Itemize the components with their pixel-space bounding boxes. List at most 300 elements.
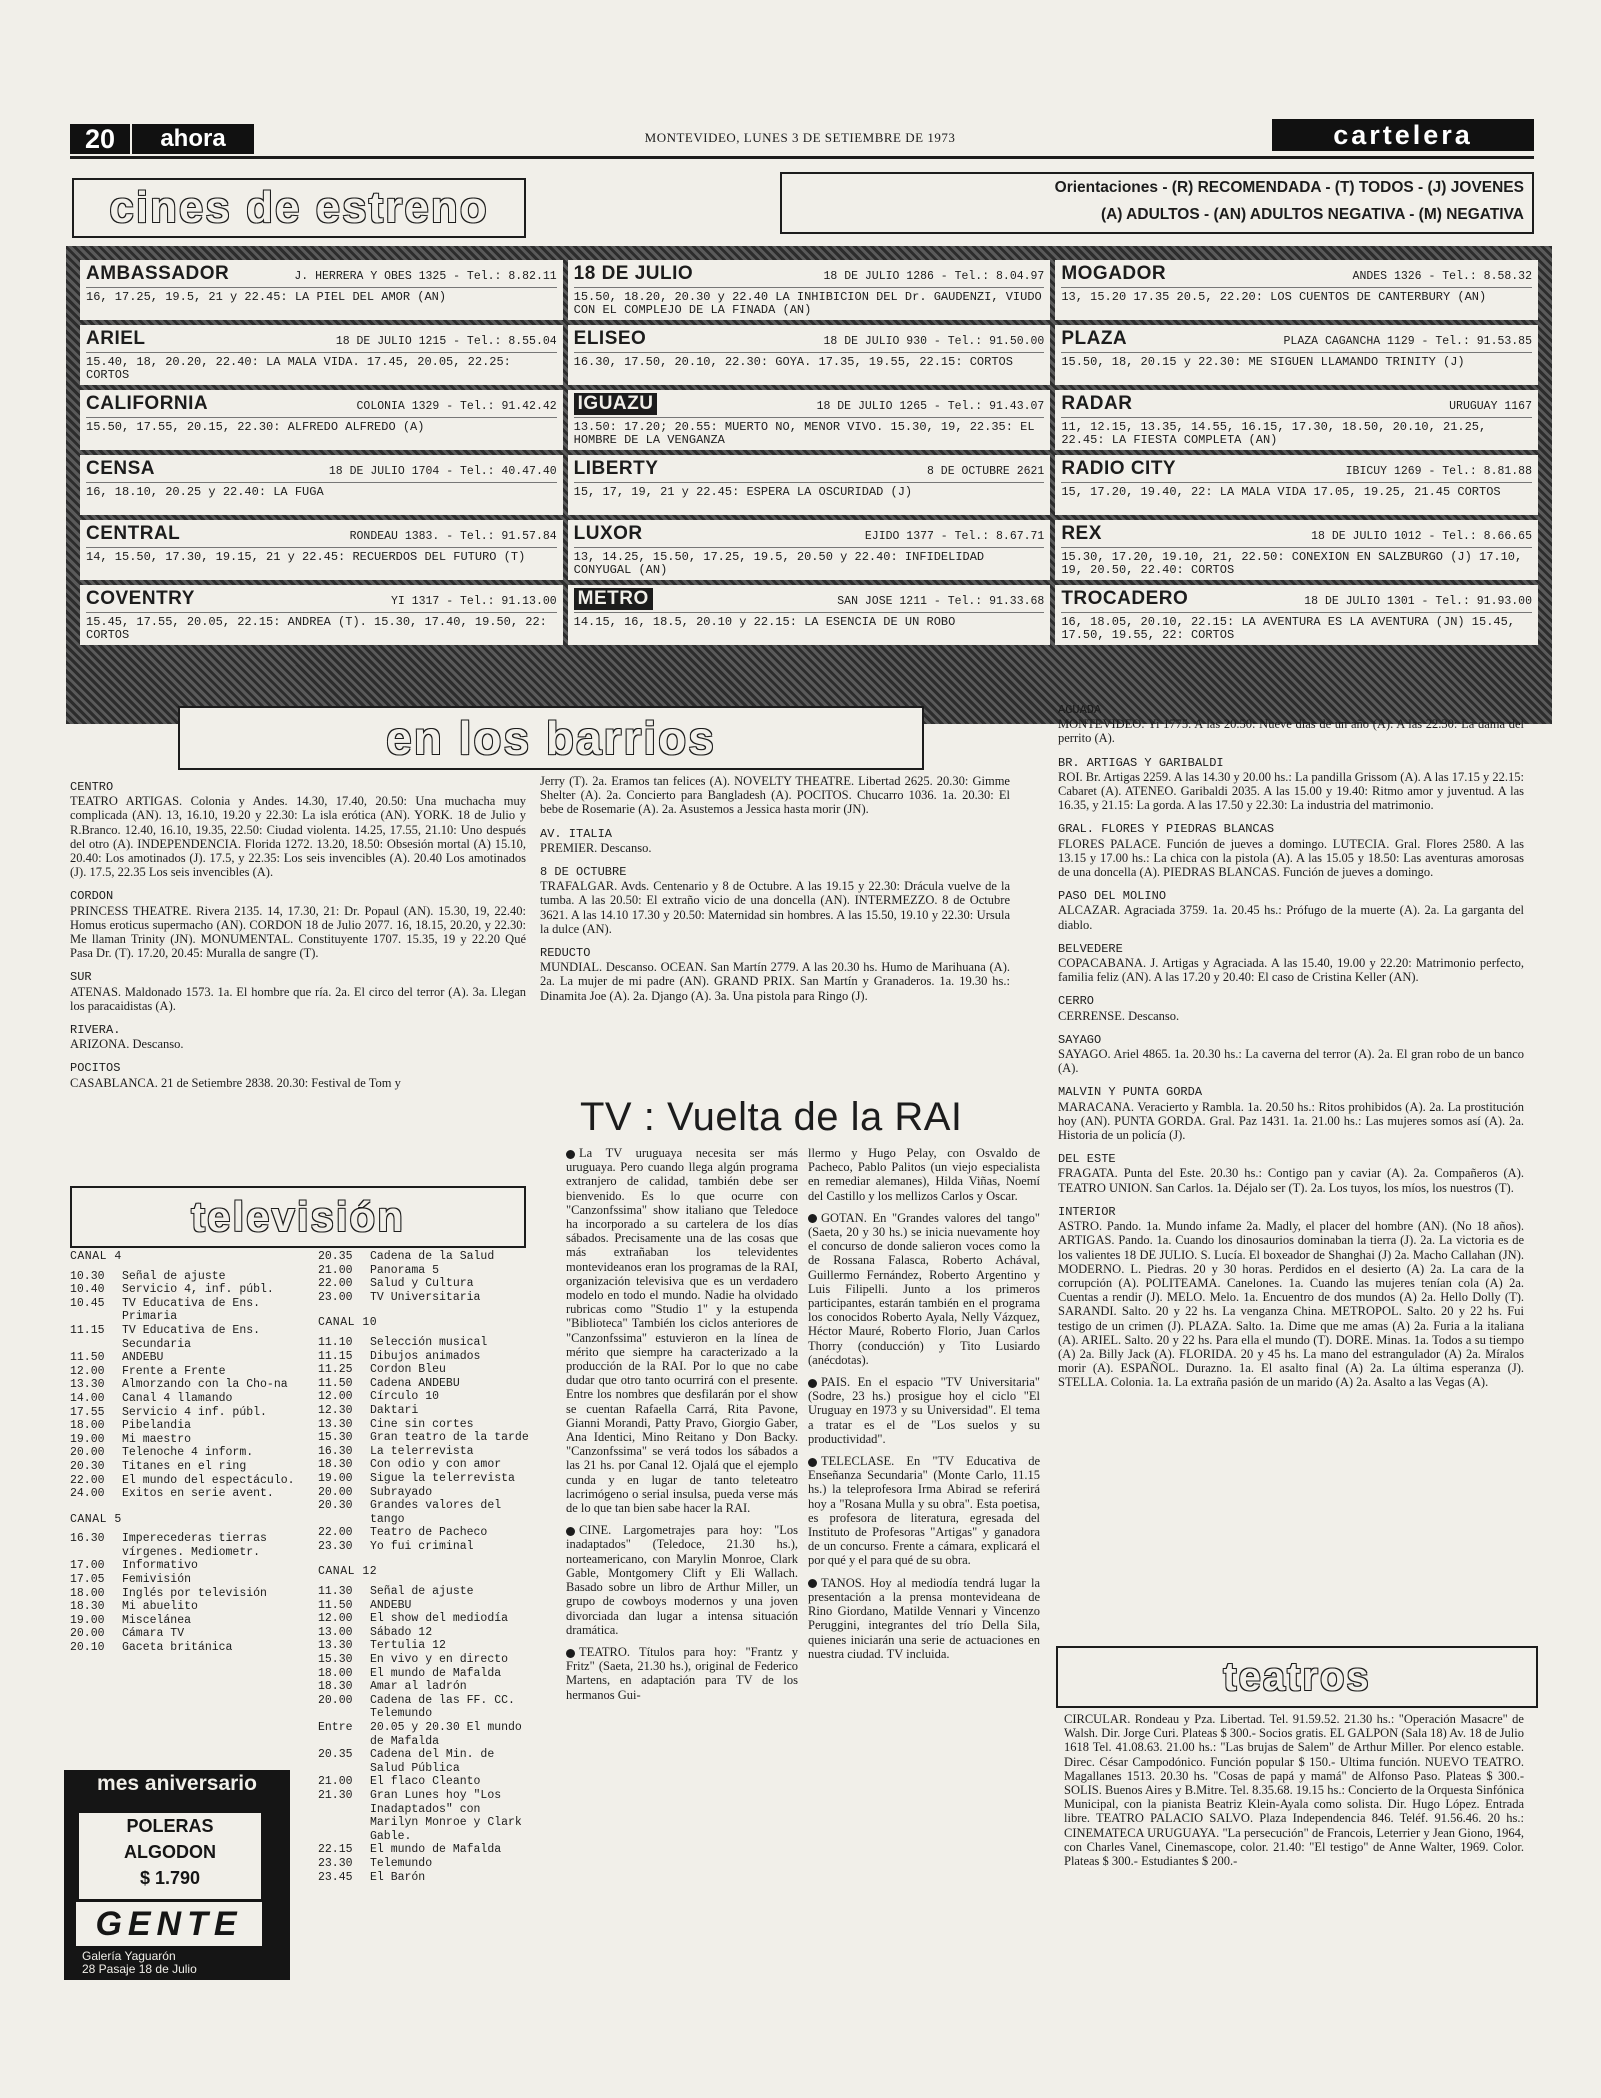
cinema-grid: [66, 246, 1552, 724]
article-text: TANOS. Hoy al mediodía tendrá lugar la presentación a la prensa montevideana de Rino Giordano, Matilde Vennari y Vincenzo Peruggini, integrantes del trío Della Sila, quienes iniciarán una serie de actuaciones en nuestra ciudad. TV incluida.: [808, 1575, 1040, 1661]
program-row: [70, 1270, 310, 1284]
program-title: Con odio y con amor: [370, 1458, 502, 1472]
cinema-schedule: 13, 14.25, 15.50, 17.25, 19.5, 20.50 y 22.40: INFIDELIDAD CONYUGAL (AN): [573, 550, 985, 577]
neighborhood-heading: PASO DEL MOLINO: [1058, 889, 1167, 904]
cinema-listing: [1055, 520, 1538, 580]
program-title: Cadena ANDEBU: [370, 1376, 460, 1390]
cinema-name: LUXOR: [573, 523, 643, 544]
cinema-address: 18 DE JULIO 1301 - Tel.: 91.93.00: [1304, 595, 1532, 608]
cinema-address: 18 DE JULIO 930 - Tel.: 91.50.00: [823, 335, 1045, 348]
bullet-icon: [808, 1458, 817, 1467]
cinema-schedule: 15.50, 18, 20.15 y 22.30: ME SIGUEN LLAMANDO TRINITY (J): [1061, 355, 1465, 369]
cinema-listing: [80, 325, 563, 385]
ad-offer-box: [76, 1810, 264, 1902]
cinema-name: ARIEL: [86, 328, 146, 349]
cinema-schedule: 15.50, 17.55, 20.15, 22.30: ALFREDO ALFREDO (A): [86, 420, 425, 434]
program-row: [318, 1748, 530, 1775]
program-title: Pibelandia: [122, 1419, 192, 1433]
legend-line: (A) ADULTOS - (AN) ADULTOS NEGATIVA - (M) NEGATIVA: [1100, 206, 1524, 223]
cinema-listing: [1055, 455, 1538, 515]
program-time: 20.00: [70, 1446, 105, 1460]
program-time: 20.10: [70, 1641, 105, 1655]
program-title: Almorzando con la Cho-na: [122, 1378, 288, 1392]
section-label: cartelera: [1272, 119, 1534, 151]
program-title: Gran Lunes hoy "Los Inadaptados" con Marilyn Monroe y Clark Gable.: [370, 1788, 522, 1843]
program-time: 20.30: [318, 1499, 353, 1513]
cinema-header: [574, 458, 1045, 483]
program-row: [70, 1392, 310, 1406]
program-time: 10.40: [70, 1283, 105, 1297]
program-row: [318, 1680, 530, 1694]
program-time: 10.45: [70, 1296, 105, 1310]
neighborhood-heading: BR. ARTIGAS Y GARIBALDI: [1058, 755, 1224, 770]
program-time: 20.35: [318, 1250, 353, 1263]
program-time: 16.30: [70, 1532, 105, 1546]
program-time: 22.15: [318, 1843, 353, 1857]
cinema-listing: [80, 585, 563, 645]
program-row: [70, 1283, 310, 1297]
article-text: GOTAN. En "Grandes valores del tango" (Saeta, 20 y 30 hs.) se inicia nuevamente hoy el concurso de donde salieron voces como la de Rossana Falasca, Roberto Achával, Guillermo Fernández, Roberto Argentino y Luis Filipelli. Junto a los primeros participantes, estarán también en el programa los conocidos Roberto Ayala, Nelly Vázquez, Héctor Mauré, Roberto Florio, Juan Carlos Thorry (conducción) y Tito Lusiardo (anécdotas).: [808, 1210, 1040, 1367]
program-row: [70, 1627, 310, 1641]
program-title: Cadena de la Salud: [370, 1250, 495, 1263]
program-row: [318, 1721, 530, 1748]
program-row: [70, 1406, 310, 1420]
cinema-name: IGUAZU: [574, 393, 658, 415]
program-title: Imperecederas tierras vírgenes. Mediometr.: [122, 1532, 267, 1559]
cinema-name: TROCADERO: [1061, 588, 1189, 609]
cinema-listing: [1055, 325, 1538, 385]
cinema-address: 18 DE JULIO 1286 - Tel.: 8.04.97: [823, 270, 1045, 283]
program-time: 11.50: [70, 1351, 105, 1365]
program-row: [70, 1446, 310, 1460]
bullet-icon: [566, 1150, 575, 1159]
neighborhood-listing: FRAGATA. Punta del Este. 20.30 hs.: Contigo pan y caviar (A). 2a. Compañeros (A). TEATRO UNION. San Carlos. 1a. Déjalo ser (T). 2a. Los tuyos, los míos, los nuestros (T).: [1058, 1166, 1524, 1195]
program-row: [318, 1418, 530, 1432]
cinema-name: AMBASSADOR: [86, 263, 230, 284]
program-row: [70, 1641, 310, 1655]
neighborhood-heading: INTERIOR: [1058, 1204, 1116, 1219]
cinema-name: LIBERTY: [573, 458, 659, 479]
program-title: Tertulia 12: [370, 1639, 446, 1653]
program-title: TV Educativa de Ens. Secundaria: [122, 1323, 261, 1351]
program-title: El flaco Cleanto: [370, 1775, 481, 1789]
neighborhood-listing: PRINCESS THEATRE. Rivera 2135. 14, 17.30, 21: Dr. Popaul (AN). 15.30, 19, 22.40: Homus eroticus supermacho (AN). CORDON 18 de Julio 2077. 16, 18.15, 20.20, y 22.30: Me llaman Trinity (JN). MONUMENTAL. Constituyente 1707. 15.35, 19 y 22.20 Qué Pasa Dr. (T). 17.20, 20.45: Muralla de sangre (T).: [70, 903, 526, 961]
program-time: 12.30: [318, 1403, 353, 1417]
teatros-text: CIRCULAR. Rondeau y Pza. Libertad. Tel. 91.59.52. 21.30 hs.: "Operación Masacre" de Walsh. Dir. Jorge Curi. Plateas $ 300.- Socios gratis. EL GALPON (Sala 18) Av. 18 de Julio 1618 Tel. 41.08.63. 21.00 hs.: "Las brujas de Salem" de Arthur Miller. Por elenco estable. Direc. César Campodónico. Función popular $ 150.- Ultima función. NUEVO TEATRO. Magallanes 1513. 20.30 hs. "Cosas de papá y mamá" de Alfonso Paso. Plateas $ 300.- SOLIS. Buenos Aires y B.Mitre. Tel. 8.35.68. 19.15 hs.: Concierto de la Orquesta Sinfónica Municipal, con la pianista Beatriz Klein-Ayala como solista. Dir. Hugo López. Entrada libre. TEATRO PALACIO SALVO. Plaza Independencia 846. Teléf. 91.56.46. 20 hs.: CINEMATECA URUGUAYA. "La persecución" de Francois, Leterrier y Jean Giono, 1964, con Charles Vanel, Cinemascope, color. 21.40: "El testigo" de Anne Walter, 1969. Color. Plateas $ 300.- Estudiantes $ 200.-: [1064, 1712, 1524, 1869]
bullet-icon: [566, 1649, 575, 1658]
program-time: 12.00: [318, 1612, 353, 1626]
neighborhood-heading: SAYAGO: [1058, 1032, 1102, 1047]
cinema-header: [1061, 458, 1532, 483]
neighborhood-listing: ALCAZAR. Agraciada 3759. 1a. 20.45 hs.: Prófugo de la muerte (A). 2a. La garganta del diablo.: [1058, 903, 1524, 932]
program-row: [318, 1431, 530, 1445]
cinema-schedule: 15.40, 18, 20.20, 22.40: LA MALA VIDA. 17.45, 20.05, 22.25: CORTOS: [86, 355, 511, 382]
program-title: Frente a Frente: [122, 1364, 226, 1378]
program-time: 18.00: [70, 1586, 105, 1600]
program-time: 19.00: [70, 1432, 105, 1446]
article-paragraph: [808, 1146, 1040, 1203]
program-title: Panorama 5: [370, 1263, 440, 1277]
program-time: 21.00: [318, 1775, 353, 1789]
ad-address-line: Galería Yaguarón: [82, 1949, 176, 1963]
program-time: 13.30: [318, 1639, 353, 1653]
neighborhood-listing: TRAFALGAR. Avds. Centenario y 8 de Octubre. A las 19.15 y 22.30: Drácula vuelve de la tumba. A las 20.50: El extraño vicio de una doncella (AN). INTERMEZZO. 8 de Octubre 3621. A las 14.10 17.30 y 20.50: Maternidad sin hombres. A las 15.50, 19.10 y 22.30: Ursula la dulce (AN).: [540, 879, 1010, 936]
cinema-listing: [568, 455, 1051, 515]
program-title: Mi maestro: [122, 1432, 192, 1446]
cinema-header: [1061, 263, 1532, 288]
program-time: 20.00: [318, 1485, 353, 1499]
neighborhood-listing: Jerry (T). 2a. Eramos tan felices (A). NOVELTY THEATRE. Libertad 2625. 20.30: Gimme Shelter (A). 2a. Concierto para Bangladesh (A). POCITOS. Chucarro 1036. 1a. 20.30: El bebe de Rosemarie (A). 2a. Asustemos a Jessica hasta morir (JN).: [540, 774, 1010, 817]
bullet-icon: [808, 1214, 817, 1223]
cinema-header: [86, 523, 557, 548]
cinema-listing: [80, 390, 563, 450]
program-row: [70, 1474, 310, 1488]
program-time: 15.30: [318, 1431, 353, 1445]
program-row: [318, 1653, 530, 1667]
neighborhood-heading: POCITOS: [70, 1061, 121, 1076]
program-time: 20.00: [318, 1693, 353, 1707]
article-text: CINE. Largometrajes para hoy: "Los inadaptados" (Teledoce, 21.30 hs.), norteamericano, con Marylin Monroe, Clark Gable, Montgomery Clift y Eli Wallach. Basado sobre un libro de Arthur Miller, un grupo de cowboys modernos y una joven divorciada dan lugar a intensa situación dramática.: [566, 1523, 798, 1637]
program-row: [70, 1460, 310, 1474]
program-row: [318, 1277, 530, 1291]
cinema-address: URUGUAY 1167: [1449, 400, 1532, 413]
program-title: Femivisión: [122, 1573, 192, 1587]
program-row: [318, 1499, 530, 1526]
neighborhood-listing: ARIZONA. Descanso.: [70, 1037, 184, 1052]
page-number: 20: [70, 124, 130, 154]
program-row: [318, 1639, 530, 1653]
program-time: 19.00: [318, 1471, 353, 1485]
cinema-schedule: 16.30, 17.50, 20.10, 22.30: GOYA. 17.35, 19.55, 22.15: CORTOS: [573, 355, 1013, 369]
cinema-address: COLONIA 1329 - Tel.: 91.42.42: [356, 400, 557, 413]
program-row: [70, 1487, 310, 1501]
channel-heading: CANAL 5: [70, 1512, 122, 1526]
program-title: Servicio 4 inf. públ.: [122, 1405, 267, 1419]
program-title: Círculo 10: [370, 1390, 440, 1404]
program-time: 10.30: [70, 1269, 105, 1283]
article-text: La TV uruguaya necesita ser más uruguaya. Pero cuando llega algún programa extranjero de calidad, también debe ser bienvenido. Es lo que ocurre con "Canzonfssima" show italiano que Teledoce ha incorporado a su cartelera de los días sábados. Precisamente una de las cosas que más extrañaban los televidentes montevideanos eran los programas de la RAI, organización televisiva que es un verdadero modelo en todo el mundo. Nadie ha olvidado rubricas como "Studio 1" y la estupenda "Biblioteca" También los ciclos anteriores de "Canzonfssima" estuvieron en la línea de mérito que siempre ha caracterizado a la producción de la RAI. Por lo que no cabe dudar que otro tanto ocurrirá con el presente. Entre los nombres que desfilarán por el show se cuentan Rafaella Carrá, Rita Pavone, Gianni Morandi, Patty Pravo, Giorgio Gaber, Ana Identici, Mino Reitano y Don Backy. "Canzonfssima" se verá todos los sábados a las 21 hs. por Canal 12. Ojalá que el ejemplo cunda y en lugar de tanto teleteatro lacrimógeno o serial insulsa, pueda verse más de lo que tan bien sabe hacer la RAI.: [566, 1146, 798, 1516]
program-row: [318, 1694, 530, 1721]
program-title: Inglés por televisión: [122, 1586, 267, 1600]
cinema-address: 18 DE JULIO 1012 - Tel.: 8.66.65: [1311, 530, 1532, 543]
cinema-name: ELISEO: [573, 328, 647, 349]
program-row: [318, 1612, 530, 1626]
cinema-listing: [1055, 585, 1538, 645]
neighborhood-listing: PREMIER. Descanso.: [540, 840, 652, 855]
cinema-schedule: 13.50: 17.20; 20.55: MUERTO NO, MENOR VIVO. 15.30, 19, 22.35: EL HOMBRE DE LA VENGANZA: [573, 420, 1035, 447]
program-title: Telemundo: [370, 1856, 433, 1870]
program-title: Teatro de Pacheco: [370, 1526, 488, 1540]
article-paragraph: [566, 1146, 798, 1515]
program-title: TV Universitaria: [370, 1290, 481, 1304]
ad-line: POLERAS: [126, 1816, 214, 1836]
program-title: Mi abuelito: [122, 1600, 198, 1614]
cinema-listing: [80, 260, 563, 320]
cinema-listing: [1055, 260, 1538, 320]
program-title: Daktari: [370, 1403, 419, 1417]
program-row: [70, 1324, 310, 1351]
program-title: El mundo del espectáculo.: [122, 1473, 295, 1487]
cinema-address: 18 DE JULIO 1704 - Tel.: 40.47.40: [328, 465, 557, 478]
cinema-address: RONDEAU 1383. - Tel.: 91.57.84: [349, 530, 557, 543]
ad-brand-logo: GENTE: [76, 1902, 262, 1946]
program-time: 17.00: [70, 1559, 105, 1573]
estreno-title: cines de estreno: [72, 178, 526, 238]
program-row: [70, 1419, 310, 1433]
cinema-address: EJIDO 1377 - Tel.: 8.67.71: [864, 530, 1045, 543]
top-rule: [70, 156, 1534, 159]
cinema-address: 18 DE JULIO 1265 - Tel.: 91.43.07: [816, 400, 1045, 413]
program-title: Gaceta británica: [122, 1641, 233, 1655]
program-row: [318, 1458, 530, 1472]
neighborhood-heading: BELVEDERE: [1058, 941, 1123, 956]
cinema-address: IBICUY 1269 - Tel.: 8.81.88: [1345, 465, 1532, 478]
program-row: [318, 1350, 530, 1364]
cinema-listing: [568, 325, 1051, 385]
cinema-address: 8 DE OCTUBRE 2621: [927, 465, 1045, 478]
barrios-title: en los barrios: [178, 706, 924, 770]
cinema-name: METRO: [574, 588, 653, 610]
barrios-column-2: [540, 774, 1010, 1003]
neighborhood-listing: COPACABANA. J. Artigas y Agraciada. A las 15.40, 19.00 y 22.20: Matrimonio perfecto, familia feliz (AN). A las 17.20 y 20.40: El caso de Cristina Keller (AN).: [1058, 956, 1524, 985]
gente-advertisement: [64, 1770, 290, 1980]
program-title: Dibujos animados: [370, 1349, 481, 1363]
cinema-name: REX: [1061, 523, 1102, 544]
neighborhood-heading: AGUADA: [1058, 703, 1102, 717]
program-time: 21.00: [318, 1263, 353, 1277]
cinema-listing: [80, 455, 563, 515]
paper-name: ahora: [132, 124, 254, 154]
cinema-listing: [568, 390, 1051, 450]
article-paragraph: [808, 1454, 1040, 1568]
tv-article-column-1: [566, 1146, 798, 1710]
program-time: 15.30: [318, 1653, 353, 1667]
tv-article-column-2: [808, 1146, 1040, 1669]
program-row: [318, 1363, 530, 1377]
cinema-listing: [1055, 390, 1538, 450]
cinema-name: MOGADOR: [1061, 263, 1167, 284]
program-title: Señal de ajuste: [122, 1269, 226, 1283]
program-title: El mundo de Mafalda: [370, 1843, 502, 1857]
article-text: PAIS. En el espacio "TV Universitaria" (Sodre, 23 hs.) prosigue hoy el ciclo "El Uruguay en 1973 y su Universidad". El tema a tratar es el de "Los suelos y su productividad".: [808, 1375, 1040, 1446]
program-row: [70, 1573, 310, 1587]
program-time: 22.00: [318, 1526, 353, 1540]
program-row: [318, 1599, 530, 1613]
cinema-address: J. HERRERA Y OBES 1325 - Tel.: 8.82.11: [294, 270, 557, 283]
article-text: TELECLASE. En "TV Educativa de Enseñanza Secundaria" (Monte Carlo, 11.15 hs.) la teleprofesora Irma Abirad se referirá hoy a "Rosana Mulla y su obra". Esta poetisa, es profesora de literatura, egresada del Instituto de Profesoras "Artigas" y ganadora de un concurso. Frente a cámara, explicará el por qué y el para qué de su obra.: [808, 1454, 1040, 1568]
program-time: 20.30: [70, 1459, 105, 1473]
dateline: MONTEVIDEO, LUNES 3 DE SETIEMBRE DE 1973: [644, 130, 956, 145]
program-row: [318, 1775, 530, 1789]
program-title: Canal 4 llamando: [122, 1391, 233, 1405]
cinema-schedule: 16, 18.10, 20.25 y 22.40: LA FUGA: [86, 485, 324, 499]
program-time: 13.00: [318, 1625, 353, 1639]
neighborhood-heading: MALVIN Y PUNTA GORDA: [1058, 1085, 1203, 1100]
program-title: La telerrevista: [370, 1444, 474, 1458]
program-row: [318, 1250, 530, 1264]
program-title: En vivo y en directo: [370, 1653, 509, 1667]
ad-line: ALGODON: [124, 1842, 216, 1862]
bullet-icon: [566, 1527, 575, 1536]
cinema-header: [86, 328, 557, 353]
program-time: 12.00: [70, 1364, 105, 1378]
neighborhood-heading: RIVERA.: [70, 1023, 121, 1038]
cinema-listing: [568, 520, 1051, 580]
program-row: [318, 1789, 530, 1843]
neighborhood-heading: 8 DE OCTUBRE: [540, 865, 627, 880]
program-row: [318, 1264, 530, 1278]
program-time: 20.00: [70, 1627, 105, 1641]
program-time: 23.30: [318, 1856, 353, 1870]
program-title: Sábado 12: [370, 1625, 433, 1639]
program-title: 20.05 y 20.30 El mundo de Mafalda: [370, 1721, 522, 1748]
ad-banner: mes aniversario: [97, 1772, 257, 1795]
cinema-address: SAN JOSE 1211 - Tel.: 91.33.68: [837, 595, 1045, 608]
program-time: 11.15: [318, 1349, 353, 1363]
program-time: 23.00: [318, 1290, 353, 1304]
neighborhood-listing: ROI. Br. Artigas 2259. A las 14.30 y 20.00 hs.: La pandilla Grissom (A). A las 17.15 y 22.15: Cabaret (A). ATENEO. Garibaldi 2035. A las 15.00 y 19.40: Ritmo amor y juventud. A las 16.35, y 21.15: La gorda. A las 17.50 y 22.30: La industria del matrimonio.: [1058, 769, 1524, 813]
program-time: 20.35: [318, 1748, 353, 1762]
program-time: 12.00: [318, 1390, 353, 1404]
neighborhood-listing: TEATRO ARTIGAS. Colonia y Andes. 14.30, 17.40, 20.50: Una muchacha muy complicada (AN). 13, 16.10, 19.20 y 22.30: La isla erótica (AN). YORK. 18 de Julio y R.Branco. 12.40, 16.10, 19.35, 22.50: Ciudad violenta. 14.25, 17.55, 21.10: Uno después del otro (A). INDEPENDENCIA. Florida 1272. 13.20, 18.50: Obsesión mortal (A) 15.10, 20.40: Los amotinados (J). 17.5, y 22.35: Los seis invencibles (A). 20.40 Los amotinados (J). 17.5, 22.35 Los seis invencibles (A).: [70, 794, 526, 880]
cinema-name: CENSA: [86, 458, 156, 479]
program-row: [318, 1472, 530, 1486]
program-title: Informativo: [122, 1559, 198, 1573]
channel-heading: CANAL 4: [70, 1250, 122, 1263]
program-title: Telenoche 4 inform.: [122, 1446, 254, 1460]
neighborhood-listing: MONTEVIDEO. Yi 1775. A las 20.50: Nueve días de un año (A). A las 22.30: La dama del perrito (A).: [1058, 717, 1524, 746]
cinema-name: RADIO CITY: [1061, 458, 1177, 479]
cinema-name: PLAZA: [1061, 328, 1128, 349]
teatros-title: teatros: [1056, 1646, 1538, 1708]
tv-listings-column-b: [318, 1250, 530, 1884]
program-time: 22.00: [318, 1277, 353, 1291]
neighborhood-heading: CENTRO: [70, 780, 114, 794]
program-time: 23.30: [318, 1539, 353, 1553]
program-time: 18.00: [70, 1419, 105, 1433]
article-paragraph: [808, 1211, 1040, 1367]
program-row: [70, 1532, 310, 1559]
cinema-header: [86, 458, 557, 483]
program-title: Yo fui criminal: [370, 1539, 474, 1553]
program-row: [318, 1871, 530, 1885]
ad-address-line: 28 Pasaje 18 de Julio: [82, 1962, 197, 1976]
channel-heading: CANAL 10: [318, 1316, 378, 1330]
cinema-address: ANDES 1326 - Tel.: 8.58.32: [1352, 270, 1532, 283]
cinema-header: [86, 263, 557, 288]
ad-address: [82, 1950, 282, 1976]
cinema-listing: [568, 585, 1051, 645]
program-title: Cámara TV: [122, 1627, 185, 1641]
program-time: 17.05: [70, 1573, 105, 1587]
cinema-header: [86, 393, 557, 418]
program-row: [318, 1445, 530, 1459]
program-title: Salud y Cultura: [370, 1277, 474, 1291]
program-row: [318, 1857, 530, 1871]
barrios-column-3: [1058, 697, 1524, 1390]
cinema-header: [574, 523, 1045, 548]
cinema-name: CALIFORNIA: [86, 393, 209, 414]
cinema-header: [574, 328, 1045, 353]
program-time: Entre: [318, 1721, 353, 1734]
program-title: ANDEBU: [122, 1351, 164, 1365]
neighborhood-listing: SAYAGO. Ariel 4865. 1a. 20.30 hs.: La caverna del terror (A). 2a. El gran robo de un banco (A).: [1058, 1047, 1524, 1076]
program-title: Cadena del Min. de Salud Pública: [370, 1748, 495, 1775]
cinema-address: YI 1317 - Tel.: 91.13.00: [391, 595, 557, 608]
neighborhood-heading: SUR: [70, 970, 92, 985]
legend-line: Orientaciones - (R) RECOMENDADA - (T) TODOS - (J) JOVENES: [1054, 179, 1524, 196]
neighborhood-heading: CORDON: [70, 889, 114, 904]
program-title: El Barón: [370, 1870, 426, 1884]
cinema-header: [86, 588, 557, 613]
program-row: [318, 1390, 530, 1404]
program-title: Titanes en el ring: [122, 1459, 247, 1473]
program-title: Gran teatro de la tarde: [370, 1431, 529, 1445]
barrios-column-1: [70, 774, 526, 1090]
program-time: 17.55: [70, 1405, 105, 1419]
neighborhood-listing: CERRENSE. Descanso.: [1058, 1008, 1180, 1023]
program-title: Miscelánea: [122, 1613, 192, 1627]
article-paragraph: [808, 1576, 1040, 1661]
cinema-schedule: 11, 12.15, 13.35, 14.55, 16.15, 17.30, 18.50, 20.10, 21.25, 22.45: LA FIESTA COMPLETA (AN): [1061, 420, 1487, 447]
program-title: El show del mediodía: [370, 1612, 509, 1626]
program-row: [70, 1351, 310, 1365]
cinema-schedule: 14.15, 16, 18.5, 20.10 y 22.15: LA ESENCIA DE UN ROBO: [573, 615, 956, 629]
program-time: 11.30: [318, 1585, 353, 1599]
cinema-schedule: 15.30, 17.20, 19.10, 21, 22.50: CONEXION EN SALZBURGO (J) 17.10, 19, 20.50, 22.40: CORTOS: [1061, 550, 1523, 577]
cinema-name: COVENTRY: [86, 588, 195, 609]
cinema-header: [1061, 588, 1532, 613]
cinema-schedule: 15, 17, 19, 21 y 22.45: ESPERA LA OSCURIDAD (J): [573, 485, 913, 499]
program-row: [318, 1336, 530, 1350]
neighborhood-listing: ASTRO. Pando. 1a. Mundo infame 2a. Madly, el placer del hombre (AN). (No 18 años). ARTIGAS. Pando. 1a. Cuando los dinosaurios dominaban la tierra (J). 2a. La victoria es de los valientes 18 DE JULIO. S. Lucía. El boxeador de Shanghai (J) 2a. Macho Callahan (JN). MODERNO. L. Piedras. 20 y 30 horas. Perdidos en el desierto (A) 2a. La cara de la corrupción (A). POLITEAMA. Canelones. 1a. Cuando las mujeres tenían cola (A) 2a. Cuentas a rendir (J). MELO. Melo. 1a. Encuentro de dos mundos (A) 2a. Hello Dolly (T). SARANDI. Salto. 20 y 22 hs. La venganza China. METROPOL. Salto. 20 y 22 hs. Fui testigo de un crimen (J). PLAZA. Salto. 1a. Dime que me amas (A) 2a. Furia a la italiana (A). ARIEL. Salto. 20 y 22 hs. Para ella el mundo (T). DORE. Minas. 1a. Todos a su tiempo (A) 2a. Billy Jack (A). FLORIDA. 20 y 45 hs. La mano del estrangulador (A) 2a. Míralos morir (A). ESPAÑOL. Durazno. 1a. El asalto final (A) 2a. La última esperanza (J). STELLA. Colonia. 1a. La extraña pasión de un marido (A) 2a. Asalto a las Vegas (A).: [1058, 1219, 1524, 1390]
program-time: 11.50: [318, 1376, 353, 1390]
cinema-header: [1061, 523, 1532, 548]
program-time: 11.15: [70, 1323, 105, 1337]
program-row: [318, 1291, 530, 1305]
tv-headline: TV : Vuelta de la RAI: [580, 1095, 963, 1139]
article-paragraph: [808, 1375, 1040, 1446]
program-row: [70, 1614, 310, 1628]
program-title: Cordon Bleu: [370, 1363, 446, 1377]
program-title: Sigue la telerrevista: [370, 1471, 515, 1485]
program-row: [70, 1587, 310, 1601]
cinema-schedule: 15.45, 17.55, 20.05, 22.15: ANDREA (T). 15.30, 17.40, 19.50, 22: CORTOS: [86, 615, 547, 642]
program-title: Cadena de las FF. CC. Telemundo: [370, 1693, 515, 1721]
cinema-schedule: 13, 15.20 17.35 20.5, 22.20: LOS CUENTOS DE CANTERBURY (AN): [1061, 290, 1487, 304]
program-row: [70, 1433, 310, 1447]
neighborhood-heading: REDUCTO: [540, 946, 591, 961]
program-title: Cine sin cortes: [370, 1417, 474, 1431]
program-title: El mundo de Mafalda: [370, 1666, 502, 1680]
neighborhood-heading: DEL ESTE: [1058, 1152, 1116, 1167]
neighborhood-listing: MARACANA. Veracierto y Rambla. 1a. 20.50 hs.: Ritos prohibidos (A). 2a. La prostitución hoy (AN). PUNTA GORDA. Gral. Paz 1431. 1a. 21.00 hs.: Las mujeres somos así (A). 2a. Historia de un policía (J).: [1058, 1099, 1524, 1143]
neighborhood-heading: AV. ITALIA: [540, 826, 613, 841]
neighborhood-listing: ATENAS. Maldonado 1573. 1a. El hombre que ría. 2a. El circo del terror (A). 3a. Llegan los paracaidistas (A).: [70, 984, 526, 1013]
program-time: 11.50: [318, 1598, 353, 1612]
cinema-address: 18 DE JULIO 1215 - Tel.: 8.55.04: [335, 335, 557, 348]
program-row: [318, 1626, 530, 1640]
program-title: Subrayado: [370, 1485, 433, 1499]
cinema-header: [574, 263, 1045, 288]
program-time: 11.25: [318, 1363, 353, 1377]
bullet-icon: [808, 1379, 817, 1388]
cinema-schedule: 14, 15.50, 17.30, 19.15, 21 y 22.45: RECUERDOS DEL FUTURO (T): [86, 550, 526, 564]
program-row: [70, 1378, 310, 1392]
program-title: Grandes valores del tango: [370, 1499, 502, 1526]
program-time: 18.30: [318, 1458, 353, 1472]
ratings-legend: [780, 172, 1534, 234]
